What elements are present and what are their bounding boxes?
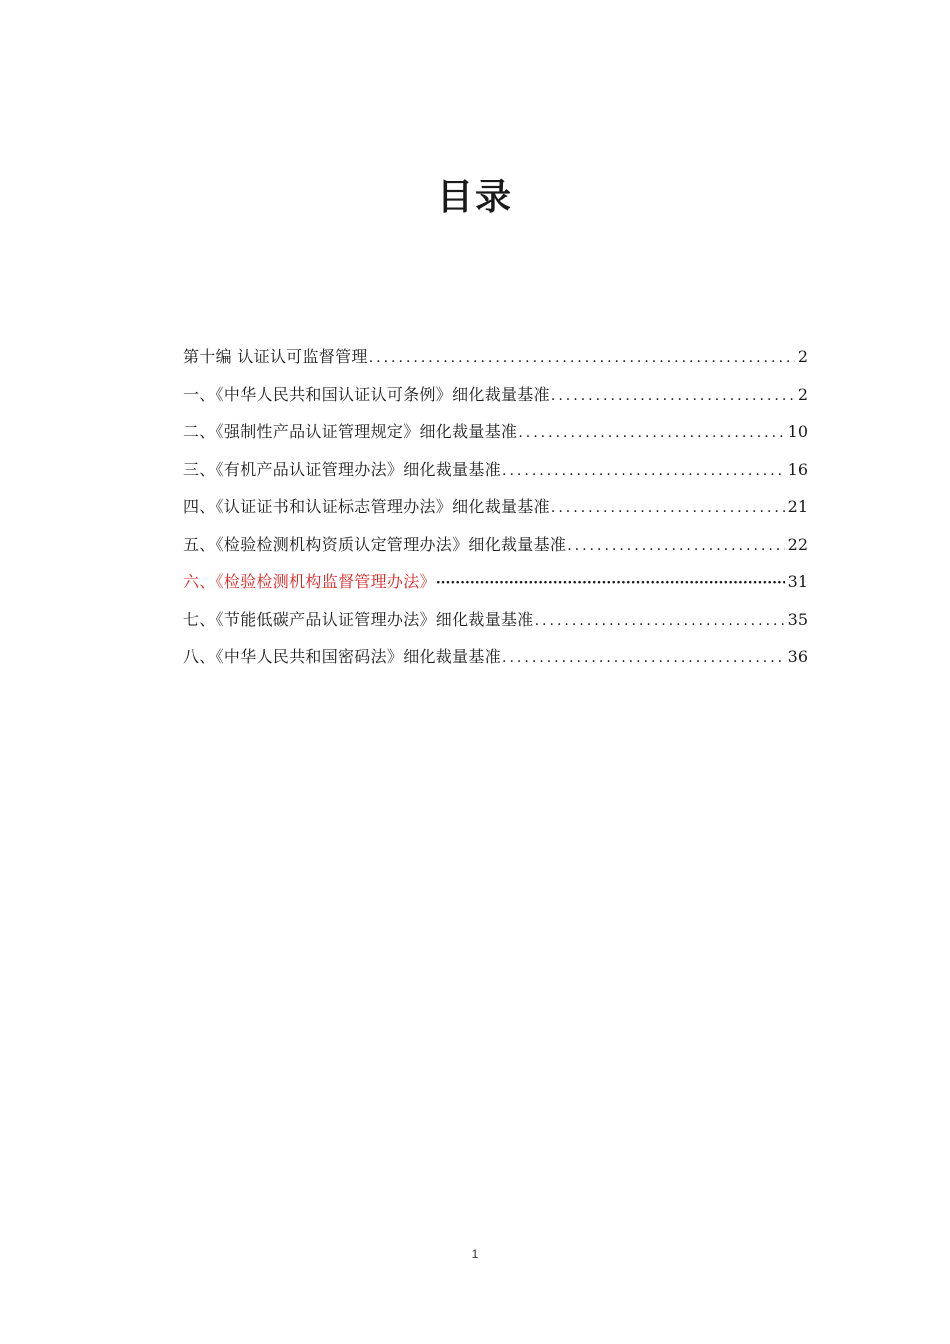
toc-entry[interactable] [183, 532, 808, 570]
toc-dot-leader [551, 388, 795, 404]
toc-dot-leader [535, 613, 785, 629]
toc-dot-leader [502, 650, 785, 666]
page-number: 1 [471, 1247, 479, 1261]
toc-entry-page: 31 [787, 572, 808, 591]
toc-entry[interactable] [183, 419, 808, 457]
toc-dot-leader [369, 350, 795, 366]
page-title: 目录 [436, 177, 513, 218]
toc-entry-title: 五、《检验检测机构资质认定管理办法》细化裁量基准 [183, 534, 567, 554]
toc-entry[interactable] [183, 344, 808, 382]
toc-entry-page: 16 [787, 459, 808, 479]
toc-dot-leader [518, 425, 784, 441]
toc-entry-page: 35 [787, 609, 808, 629]
toc-entry-title: 四、《认证证书和认证标志管理办法》细化裁量基准 [183, 497, 550, 516]
toc-entry[interactable] [183, 569, 808, 607]
toc-entry-page: 22 [787, 534, 808, 554]
toc-entry[interactable] [183, 607, 808, 645]
toc-dot-leader [502, 463, 785, 479]
toc-entry-page: 2 [797, 384, 808, 404]
toc-entry[interactable] [183, 457, 808, 495]
toc-entry-title: 二、《强制性产品认证管理规定》细化裁量基准 [183, 422, 518, 441]
toc-entry-title: 三、《有机产品认证管理办法》细化裁量基准 [183, 459, 502, 479]
toc-entry-page: 21 [787, 497, 808, 516]
toc-entry-title: 一、《中华人民共和国认证认可条例》细化裁量基准 [183, 384, 550, 404]
toc-dot-leader [551, 500, 785, 516]
toc-entry-page: 10 [787, 422, 808, 441]
toc-entry[interactable] [183, 644, 808, 682]
toc-dot-leader [436, 575, 785, 591]
toc-entry-title: 七、《节能低碳产品认证管理办法》细化裁量基准 [183, 609, 534, 629]
toc-dot-leader [567, 538, 784, 554]
toc-entry-title: 第十编 认证认可监督管理 [183, 347, 368, 366]
toc-entry-page: 36 [787, 647, 808, 666]
toc-entry[interactable] [183, 494, 808, 532]
toc-entry-title: 六、《检验检测机构监督管理办法》 [183, 572, 436, 591]
toc-entry[interactable] [183, 382, 808, 420]
table-of-contents [183, 344, 808, 682]
toc-entry-page: 2 [797, 347, 808, 366]
toc-entry-title: 八、《中华人民共和国密码法》细化裁量基准 [183, 647, 502, 666]
